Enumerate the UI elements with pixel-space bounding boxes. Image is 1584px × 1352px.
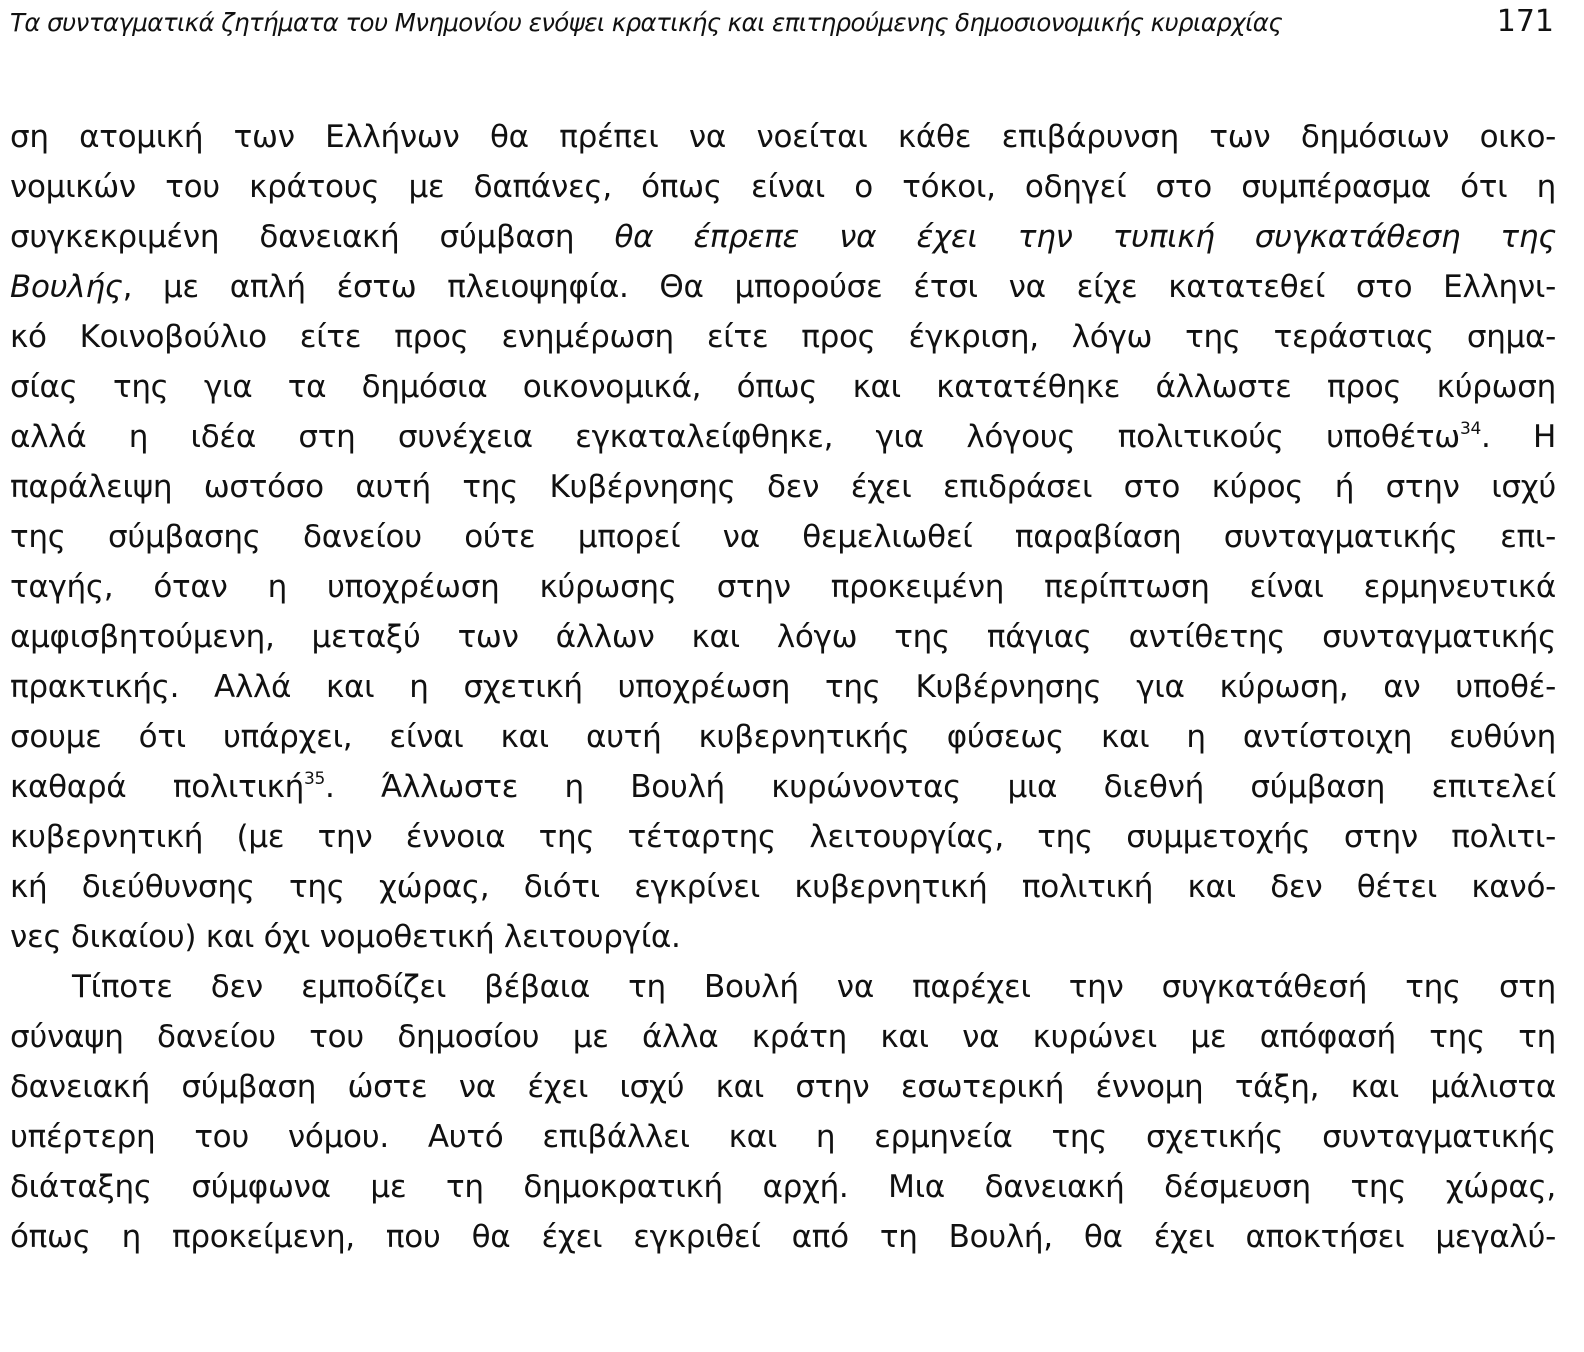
text-line: ταγής, όταν η υποχρέωση κύρωσης στην προκειμένη περίπτωση είναι ερμηνευτικά <box>10 569 1556 605</box>
text-line: υπέρτερη του νόμου. Αυτό επιβάλλει και η ερμηνεία της σχετικής συνταγματικής <box>10 1119 1556 1155</box>
italic-span: θα έπρεπε να έχει την τυπική συγκατάθεση της <box>614 219 1557 255</box>
text-span: καθαρά πολιτική <box>10 769 304 805</box>
text-line <box>10 262 1556 312</box>
text-line <box>10 762 1556 812</box>
text-line: Τίποτε δεν εμποδίζει βέβαια τη Βουλή να παρέχει την συγκατάθεσή της στη <box>72 969 1556 1005</box>
text-line: δανειακή σύμβαση ώστε να έχει ισχύ και στην εσωτερική έννομη τάξη, και μάλιστα <box>10 1069 1556 1105</box>
text-span: , με απλή έστω πλειοψηφία. Θα μπορούσε έτσι να είχε κατατεθεί στο Ελληνι- <box>122 269 1556 305</box>
text-line: αμφισβητούμενη, μεταξύ των άλλων και λόγω της πάγιας αντίθετης συνταγματικής <box>10 619 1556 655</box>
text-line <box>10 212 1556 262</box>
text-line: σύναψη δανείου του δημοσίου με άλλα κράτη και να κυρώνει με απόφασή της τη <box>10 1019 1556 1055</box>
text-line: διάταξης σύμφωνα με τη δημοκρατική αρχή. Μια δανειακή δέσμευση της χώρας, <box>10 1169 1556 1205</box>
text-line: κό Κοινοβούλιο είτε προς ενημέρωση είτε προς έγκριση, λόγω της τεράστιας σημα- <box>10 319 1556 355</box>
footnote-ref: 35 <box>303 768 326 789</box>
text-line: πρακτικής. Αλλά και η σχετική υποχρέωση της Κυβέρνησης για κύρωση, αν υποθέ- <box>10 669 1556 705</box>
text-span: . Η <box>1481 419 1556 455</box>
running-title: Τα συνταγματικά ζητήματα του Μνημονίου ενόψει κρατικής και επιτηρούμενης δημοσιονομικής κυριαρχίας <box>10 8 1283 37</box>
text-span: . Άλλωστε η Βουλή κυρώνοντας μια διεθνή σύμβαση επιτελεί <box>325 769 1556 805</box>
text-line: ση ατομική των Ελλήνων θα πρέπει να νοείται κάθε επιβάρυνση των δημόσιων οικο- <box>10 119 1556 155</box>
text-line: κυβερνητική (με την έννοια της τέταρτης λειτουργίας, της συμμετοχής στην πολιτι- <box>10 819 1556 855</box>
paragraph <box>10 962 1556 1262</box>
text-line: νες δικαίου) και όχι νομοθετική λειτουργία. <box>10 919 681 955</box>
text-line: σουμε ότι υπάρχει, είναι και αυτή κυβερνητικής φύσεως και η αντίστοιχη ευθύνη <box>10 719 1556 755</box>
text-span: συγκεκριμένη δανειακή σύμβαση <box>10 219 615 255</box>
text-line <box>10 412 1556 462</box>
page-number: 171 <box>1496 4 1554 39</box>
text-line: της σύμβασης δανείου ούτε μπορεί να θεμελιωθεί παραβίαση συνταγματικής επι- <box>10 519 1556 555</box>
text-line: όπως η προκείμενη, που θα έχει εγκριθεί από τη Βουλή, θα έχει αποκτήσει μεγαλύ- <box>10 1219 1556 1255</box>
running-header <box>10 4 1554 44</box>
text-line: παράλειψη ωστόσο αυτή της Κυβέρνησης δεν έχει επιδράσει στο κύρος ή στην ισχύ <box>10 469 1556 505</box>
italic-span: Βουλής <box>10 269 123 305</box>
text-line: σίας της για τα δημόσια οικονομικά, όπως και κατατέθηκε άλλωστε προς κύρωση <box>10 369 1556 405</box>
text-span: αλλά η ιδέα στη συνέχεια εγκαταλείφθηκε, για λόγους πολιτικούς υποθέτω <box>10 419 1460 455</box>
text-line: κή διεύθυνσης της χώρας, διότι εγκρίνει κυβερνητική πολιτική και δεν θέτει κανό- <box>10 869 1556 905</box>
paragraph <box>10 112 1556 962</box>
body-text <box>10 112 1556 1262</box>
footnote-ref: 34 <box>1459 418 1481 439</box>
text-line: νομικών του κράτους με δαπάνες, όπως είναι ο τόκοι, οδηγεί στο συμπέρασμα ότι η <box>10 169 1556 205</box>
